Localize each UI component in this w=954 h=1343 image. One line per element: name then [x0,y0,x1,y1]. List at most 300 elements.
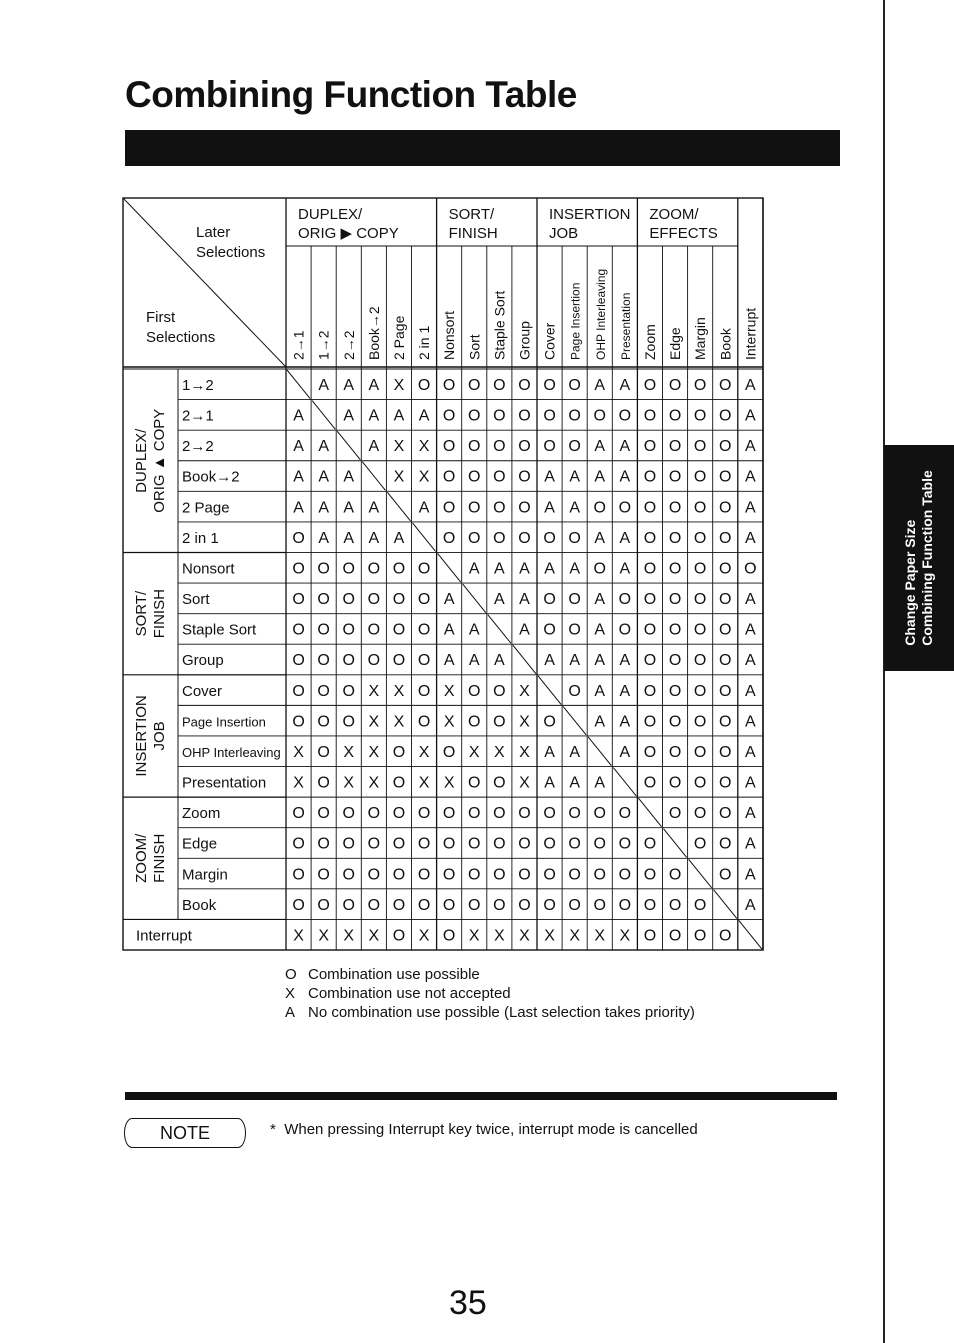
table-cell: O [468,438,481,456]
table-cell: O [643,377,657,394]
table-cell: O [417,560,431,578]
table-cell: X [594,927,606,945]
column-header: 2→2 [340,330,357,360]
row-group-label: ORIG ▲ COPY [151,408,168,513]
table-cell: X [343,927,355,945]
table-cell: O [543,438,556,456]
row-group-label: DUPLEX/ [133,428,150,493]
table-cell: O [317,591,330,609]
table-cell: O [468,377,481,394]
table-cell: X [393,713,405,731]
table-cell: A [619,560,631,578]
table-cell: O [643,866,657,884]
table-cell: O [493,682,506,700]
diagonal-cell [563,706,586,735]
table-cell: O [417,591,431,609]
table-cell: O [543,805,556,823]
table-cell: A [343,499,355,517]
legend-symbol: O [285,966,297,983]
column-header: Nonsort [441,310,458,360]
table-cell: O [593,407,606,425]
table-cell: O [568,682,581,700]
table-cell: O [292,560,305,578]
table-cell: A [293,407,304,425]
legend-text: No combination use possible (Last selection takes priority) [308,1004,695,1021]
table-cell: O [317,560,330,578]
table-cell: X [468,743,480,761]
table-cell: O [693,835,707,853]
table-cell: O [668,468,682,486]
table-cell: X [519,774,530,792]
table-cell: A [619,377,631,394]
diagonal-cell [588,737,611,766]
table-cell: O [442,927,456,945]
table-cell: X [494,927,505,945]
diagonal-cell [689,859,712,888]
column-group-header: ORIG ▶ COPY [298,225,399,242]
table-cell: O [643,682,657,700]
table-cell: A [745,805,756,823]
row-label: 2 in 1 [182,529,219,547]
table-cell: O [693,896,707,914]
table-cell: O [518,499,531,517]
table-cell: A [293,468,304,486]
table-cell: O [719,927,732,945]
table-cell: A [519,621,530,639]
table-cell: O [493,835,506,853]
table-cell: O [468,805,481,823]
table-cell: O [392,621,406,639]
table-cell: O [342,652,355,670]
legend-item [285,1003,695,1022]
table-cell: A [544,499,555,517]
table-cell: O [719,743,732,761]
table-cell: O [417,835,431,853]
diagonal-cell [714,890,737,919]
table-cell: A [619,682,631,700]
note-label: NOTE [124,1118,246,1148]
table-cell: A [468,621,480,639]
table-cell: O [668,652,682,670]
table-cell: A [318,438,329,456]
note-text [270,1121,698,1138]
table-cell: O [292,591,305,609]
table-cell: O [643,774,657,792]
table-cell: O [693,713,707,731]
table-cell: O [693,468,707,486]
table-cell: O [468,407,481,425]
table-cell: O [493,713,506,731]
table-cell: X [318,927,329,945]
table-cell: X [619,927,631,945]
table-cell: O [317,743,330,761]
table-cell: O [442,529,456,547]
table-cell: O [643,713,657,731]
table-cell: O [442,468,456,486]
column-header: Book [717,328,734,360]
table-cell: O [317,774,330,792]
table-cell: A [443,652,455,670]
table-cell: O [618,805,632,823]
table-cell: O [367,621,381,639]
table-cell: O [518,835,531,853]
table-cell: A [343,529,355,547]
row-group-label: SORT/ [133,590,150,637]
table-cell: A [443,591,455,609]
table-cell: O [292,529,305,547]
table-cell: A [519,560,530,578]
table-cell: O [618,621,632,639]
table-cell: O [292,682,305,700]
table-cell: O [417,682,431,700]
table-cell: X [418,927,430,945]
legend-symbol: X [285,985,296,1002]
table-cell: O [493,438,506,456]
table-cell: O [543,866,556,884]
table-cell: O [693,927,707,945]
table-cell: O [342,805,355,823]
table-cell: O [468,866,481,884]
table-cell: O [468,682,481,700]
table-cell: O [392,866,406,884]
table-cell: A [293,438,304,456]
table-cell: O [468,713,481,731]
column-header: Edge [667,327,684,360]
table-cell: O [493,774,506,792]
table-cell: A [594,438,606,456]
table-cell: O [643,468,657,486]
table-cell: O [719,835,732,853]
table-cell: O [442,499,456,517]
table-cell: O [719,774,732,792]
table-cell: A [745,682,756,700]
table-cell: O [442,377,456,394]
table-cell: A [594,713,606,731]
table-cell: O [468,529,481,547]
table-cell: A [343,377,355,394]
table-cell: O [518,377,531,394]
table-cell: O [618,896,632,914]
table-cell: A [293,499,304,517]
table-cell: O [668,896,682,914]
table-cell: O [593,866,606,884]
table-cell: O [417,896,431,914]
table-cell: O [518,805,531,823]
table-cell: O [543,591,556,609]
side-tab-line-1: Change Paper Size [902,519,918,646]
table-cell: O [292,652,305,670]
table-cell: O [693,438,707,456]
table-cell: O [593,835,606,853]
table-cell: O [392,896,406,914]
table-cell: O [493,529,506,547]
table-cell: X [494,743,505,761]
table-cell: O [719,438,732,456]
table-cell: A [569,468,580,486]
table-cell: X [519,743,530,761]
table-cell: A [318,468,329,486]
row-group-label: FINISH [151,833,168,883]
table-cell: O [417,652,431,670]
table-cell: X [418,438,430,456]
table-cell: A [343,468,355,486]
table-cell: O [392,805,406,823]
table-cell: O [568,896,581,914]
table-cell: X [393,468,405,486]
diagonal-cell [638,798,661,827]
column-header: 2 in 1 [416,325,433,360]
table-cell: A [393,407,405,425]
row-label: OHP Interleaving [182,744,281,760]
table-cell: A [745,468,756,486]
table-cell: O [342,835,355,853]
table-cell: X [293,927,304,945]
table-cell: O [392,927,406,945]
table-cell: A [569,743,580,761]
table-cell: O [442,407,456,425]
row-label: Margin [182,866,228,884]
table-cell: O [442,835,456,853]
table-cell: X [368,682,380,700]
table-cell: A [619,468,631,486]
table-cell: X [544,927,555,945]
table-cell: A [544,743,555,761]
table-cell: O [643,407,657,425]
table-cell: O [693,743,707,761]
table-cell: A [594,377,606,394]
table-cell: O [643,621,657,639]
table-cell: A [745,377,756,394]
table-cell: O [367,591,381,609]
column-header: Group [516,321,533,360]
row-group-label: JOB [151,721,168,751]
table-cell: O [744,560,757,578]
table-cell: O [317,652,330,670]
table-cell: O [493,896,506,914]
table-cell: O [317,713,330,731]
diagonal-cell [438,553,461,582]
table-cell: A [745,621,756,639]
column-group-header: ZOOM/ [649,206,699,223]
corner-later-label: Later [196,224,231,241]
section-rule [125,1092,837,1100]
table-cell: O [543,896,556,914]
table-cell: O [317,621,330,639]
table-cell: O [719,866,732,884]
table-cell: O [668,621,682,639]
table-cell: O [518,896,531,914]
table-cell: O [668,377,682,394]
table-cell: A [519,591,530,609]
table-cell: O [342,621,355,639]
table-cell: O [543,713,556,731]
table-cell: O [543,621,556,639]
table-cell: O [493,499,506,517]
table-cell: O [493,805,506,823]
table-cell: O [693,529,707,547]
legend-symbol: A [285,1004,296,1021]
table-cell: O [719,713,732,731]
table-cell: A [619,652,631,670]
row-label: 2 Page [182,499,230,517]
table-cell: O [719,682,732,700]
diagonal-cell [387,492,410,521]
table-cell: X [293,774,304,792]
table-cell: A [594,468,606,486]
table-cell: O [668,927,682,945]
note-body: When pressing Interrupt key twice, interrupt mode is cancelled [284,1121,698,1138]
table-cell: O [367,896,381,914]
table-cell: O [342,560,355,578]
table-cell: O [643,652,657,670]
table-cell: A [745,743,756,761]
table-cell: A [745,529,756,547]
legend-text: Combination use not accepted [308,985,511,1002]
table-cell: O [719,407,732,425]
diagonal-cell [488,615,511,644]
row-label: Staple Sort [182,621,257,639]
row-group-label: INSERTION [133,695,150,777]
table-cell: X [443,713,455,731]
row-label: Interrupt [136,927,192,945]
table-cell: O [643,438,657,456]
table-cell: O [568,591,581,609]
table-cell: O [668,499,682,517]
table-cell: O [392,652,406,670]
table-cell: A [368,377,380,394]
table-cell: O [442,438,456,456]
diagonal-cell [538,676,561,705]
table-cell: A [745,499,756,517]
table-cell: A [318,499,329,517]
table-cell: A [745,713,756,731]
table-cell: O [468,468,481,486]
table-cell: A [368,438,380,456]
table-cell: O [392,774,406,792]
table-cell: X [519,927,530,945]
table-cell: O [668,713,682,731]
table-cell: A [393,529,405,547]
table-cell: A [619,438,631,456]
table-cell: O [668,743,682,761]
table-cell: X [368,743,380,761]
table-cell: O [618,866,632,884]
table-cell: A [494,652,505,670]
column-header: Book→2 [365,306,382,360]
table-cell: O [693,499,707,517]
table-cell: O [367,835,381,853]
table-cell: O [417,866,431,884]
table-cell: O [668,438,682,456]
table-cell: O [668,682,682,700]
table-cell: X [293,743,304,761]
table-cell: A [594,682,606,700]
diagonal-cell [739,920,762,949]
table-cell: O [392,743,406,761]
table-cell: O [342,896,355,914]
table-cell: X [468,927,480,945]
table-cell: O [342,713,355,731]
legend [285,965,695,1022]
table-cell: O [493,468,506,486]
column-header: Cover [541,322,558,360]
table-cell: O [643,743,657,761]
column-group-header: INSERTION [549,206,631,223]
table-cell: O [367,652,381,670]
table-cell: O [568,407,581,425]
table-cell: O [719,468,732,486]
table-cell: O [468,835,481,853]
table-cell: A [544,560,555,578]
table-cell: A [494,560,505,578]
table-cell: O [442,805,456,823]
table-cell: O [342,682,355,700]
table-cell: X [569,927,580,945]
table-cell: O [367,866,381,884]
column-header: Staple Sort [491,290,508,360]
table-cell: A [745,896,756,914]
table-cell: O [543,835,556,853]
row-label: Group [182,652,224,670]
table-cell: O [568,377,581,394]
table-cell: O [292,866,305,884]
row-label: Page Insertion [182,714,266,730]
table-cell: A [368,529,380,547]
table-cell: O [719,529,732,547]
table-cell: A [745,652,756,670]
table-cell: O [367,805,381,823]
table-cell: A [368,407,380,425]
table-cell: O [693,682,707,700]
table-cell: A [594,621,606,639]
column-group-header: EFFECTS [649,225,718,242]
table-cell: O [518,438,531,456]
row-group-label: ZOOM/ [133,833,150,883]
table-cell: O [417,621,431,639]
table-cell: O [618,499,632,517]
row-label: Book [182,896,217,914]
row-label: 2→1 [182,407,214,425]
table-cell: O [719,499,732,517]
row-label: 2→2 [182,438,214,456]
table-cell: A [544,774,555,792]
table-cell: A [569,652,580,670]
row-label: Zoom [182,805,221,823]
table-cell: X [393,682,405,700]
table-cell: A [619,743,631,761]
table-cell: A [745,835,756,853]
table-cell: O [593,560,606,578]
table-cell: O [417,713,431,731]
table-cell: X [443,682,455,700]
diagonal-cell [362,462,385,491]
table-cell: O [693,407,707,425]
column-header: Interrupt [742,307,759,360]
table-cell: O [317,835,330,853]
table-cell: O [693,621,707,639]
table-cell: O [643,927,657,945]
table-cell: O [693,377,707,394]
column-header: Sort [466,334,483,360]
table-cell: O [568,621,581,639]
table-cell: A [745,438,756,456]
table-cell: X [393,377,405,394]
table-cell: O [719,560,732,578]
table-cell: O [442,866,456,884]
table-cell: O [292,896,305,914]
row-label: Nonsort [182,560,235,578]
table-cell: O [693,652,707,670]
